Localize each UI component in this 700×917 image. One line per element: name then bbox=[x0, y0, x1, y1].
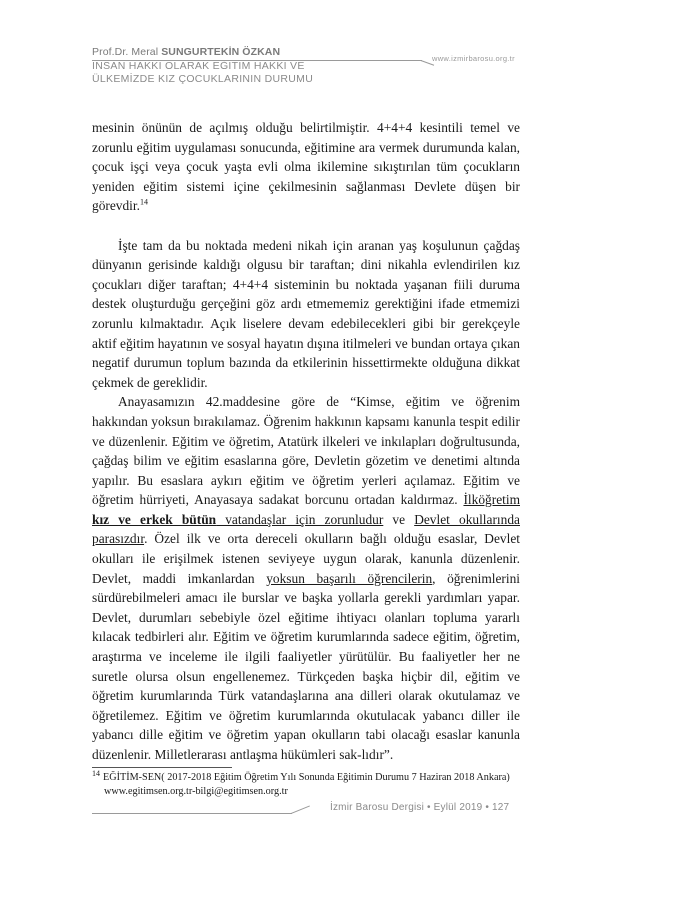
header-rule bbox=[92, 60, 422, 61]
paragraph-3-part-3: . Özel ilk ve orta dereceli okulların bağlı olduğu esaslar, Devlet okulları ile erişilmek istenen seviyeye uygun olarak, kanunla düzenlenir. Devlet, maddi imkanlardan bbox=[92, 531, 520, 586]
footnote-contact: www.egitimsen.org.tr-bilgi@egitimsen.org.tr bbox=[104, 786, 288, 797]
page-body bbox=[92, 118, 520, 765]
article-title-line-1: İNSAN HAKKI OLARAK EĞİTİM HAKKI VE bbox=[92, 60, 305, 72]
footnote bbox=[92, 768, 532, 799]
running-footer: İzmir Barosu Dergisi • Eylül 2019 • 127 bbox=[330, 802, 510, 813]
footnote-number: 14 bbox=[92, 768, 100, 778]
author-name: SUNGURTEKİN ÖZKAN bbox=[161, 46, 281, 58]
running-header bbox=[92, 46, 532, 85]
article-title bbox=[92, 60, 532, 85]
paragraph-3 bbox=[92, 392, 520, 764]
footer-rule bbox=[92, 813, 292, 814]
paragraph-3-part-2: ve bbox=[383, 511, 415, 527]
paragraph-3-part-4: , öğrenimlerini sürdürebilmeleri amacı ile burslar ve başka yollarla gerekli yardımları yapar. Devlet, durumları sebebiyle özel eğitime ihtiyacı olanları topluma yararlı kılacak tedbirleri alır. Eğitim ve öğretim kurumlarında sadece eğitim, öğretim, araştırma ve inceleme ile ilgili faaliyetler yürütülür. Bu faaliyetler her ne suretle olursa olsun engellenemez. Türkçeden başka hiçbir dil, eğitim ve öğretim kurumlarında Türk vatandaşlarına ana dilleri olarak okutulamaz ve öğretilemez. Eğitim ve öğretim kurumlarında okutulacak yabancı diller ile yabancı dille eğitim ve öğretim yapan okulların tabi olacağı esaslar kanunla düzenlenir. Milletlerarası antlaşma hükümleri sak-lıdır”. bbox=[92, 570, 520, 762]
bold-underlined-phrase: kız ve erkek bütün bbox=[92, 511, 217, 527]
paragraph-1-text: mesinin önünün de açılmış olduğu belirtilmiştir. 4+4+4 kesintili temel ve zorunlu eğitim uygulaması sonucunda, eğitimine ara vermek durumunda kalan, çocuk işçi veya çocuk yaşta evli olma ikilemine sıkıştırılan tüm çocukların yeniden eğitim sistemi içine çekilmesinin sağlanması Devlete düşen bir görevdir. bbox=[92, 120, 520, 214]
footnote-source: EĞİTİM-SEN( 2017-2018 Eğitim Öğretim Yılı Sonunda Eğitimin Durumu 7 Haziran 2018 Ankara) bbox=[103, 772, 510, 783]
paragraph-2: İşte tam da bu noktada medeni nikah için aranan yaş koşulunun çağdaş dünyanın gerisinde kaldığı olgusu bir taraftan; dini nikahla evlendirilen kız çocukları diğer taraftan; 4+4+4 sisteminin bu noktada yaşanan fiili duruma destek oluşturduğu gerçeğini göz ardı etmememiz gerektiğini ifade etmemizi zorunlu kılmaktadır. Açık liselere devam edebilecekleri gibi bir gerekçeyle aktif eğitim hayatının ve sosyal hayatın dışına itilmeleri ve bundan ortaya çıkan negatif durumun toplum bazında da etkilerinin hissettirmekte olduğuna dikkat çekmek de gereklidir. bbox=[92, 237, 520, 390]
underlined-phrase-3: yoksun başarılı öğrencilerin bbox=[266, 570, 433, 586]
footer-rule-slant bbox=[291, 806, 310, 814]
paragraph-1 bbox=[92, 118, 520, 216]
footnote-rule bbox=[92, 767, 232, 768]
site-url: www.izmirbarosu.org.tr bbox=[432, 54, 515, 63]
footnote-line-1 bbox=[92, 768, 532, 785]
underlined-phrase-1c: vatandaşlar için zorunludur bbox=[216, 511, 384, 527]
underlined-phrase-1a: İlköğretim bbox=[463, 492, 520, 508]
article-title-line-2: ÜLKEMİZDE KIZ ÇOCUKLARININ DURUMU bbox=[92, 72, 314, 85]
underlined-phrase-2: Devlet okullarında parasızdır bbox=[92, 511, 520, 547]
footnote-ref: 14 bbox=[139, 197, 148, 207]
paragraph-3-part-1: Anayasamızın 42.maddesine göre de “Kimse, eğitim ve öğrenim hakkından yoksun bırakılamaz. Öğrenim hakkının kapsamı kanunla tespit edilir ve düzenlenir. Eğitim ve öğretim, Atatürk ilkeleri ve inkılapları doğrultusunda, çağdaş bilim ve eğitim esaslarına göre, Devletin gözetim ve denetimi altında yapılır. Bu esaslara aykırı eğitim ve öğretim yerleri açılamaz. Eğitim ve öğretim hürriyeti, Anayasaya sadakat borcunu ortadan kaldırmaz. bbox=[92, 394, 520, 508]
author-prefix: Prof.Dr. Meral bbox=[92, 46, 162, 58]
